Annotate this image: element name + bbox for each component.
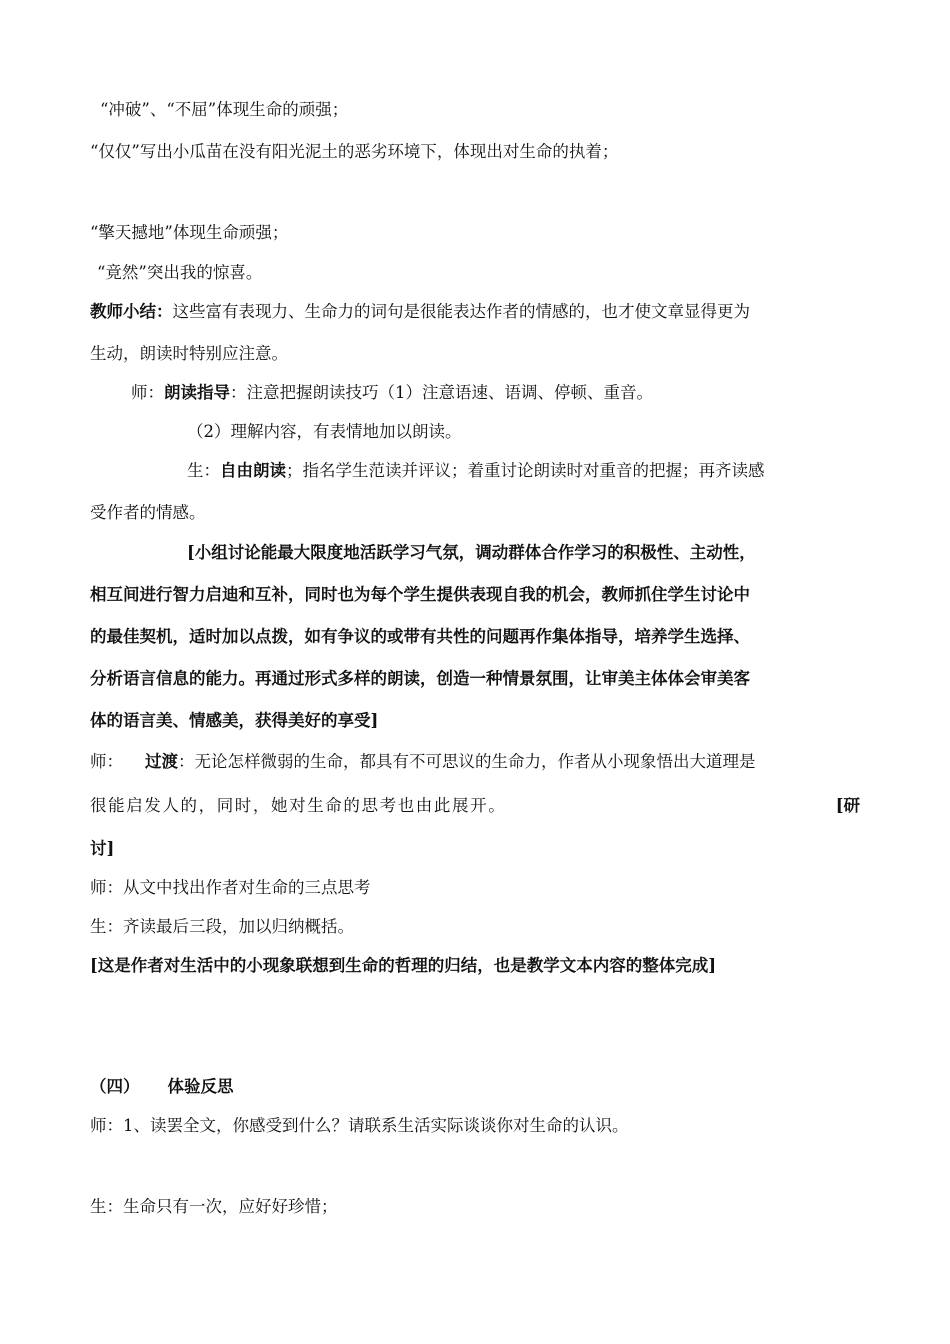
text-line: 很能启发人的，同时，她对生命的思考也由此展开。: [90, 796, 507, 815]
text-line: 师：从文中找出作者对生命的三点思考: [90, 878, 371, 897]
text-line: “擎天撼地”体现生命顽强；: [90, 223, 289, 242]
summary-label: 教师小结：: [90, 302, 173, 321]
note-line: 的最佳契机，适时加以点拨，如有争议的或带有共性的问题再作集体指导，培养学生选择、: [90, 627, 750, 646]
summary-text: 这些富有表现力、生命力的词句是很能表达作者的情感的，也才使文章显得更为: [172, 302, 750, 321]
section-heading: [90, 1076, 950, 1098]
bracket-end: 讨]: [90, 839, 115, 858]
text-line: 生动，朗读时特别应注意。: [90, 344, 288, 363]
text-line: “冲破”、“不屈”体现生命的顽强；: [100, 100, 349, 119]
text-line: 受作者的情感。: [90, 503, 206, 522]
transition-prefix: 师：: [90, 752, 123, 771]
text-line: “仅仅”写出小瓜苗在没有阳光泥土的恶劣环境下，体现出对生命的执着；: [90, 142, 619, 161]
section-title: 体验反思: [167, 1077, 234, 1096]
free-prefix: 生：: [187, 461, 220, 480]
teacher-summary-line: [90, 301, 950, 323]
transition-text: ：无论怎样微弱的生命，都具有不可思议的生命力，作者从小现象悟出大道理是: [178, 752, 756, 771]
text-line: （2）理解内容，有表情地加以朗读。: [187, 422, 462, 441]
transition-label: 过渡: [145, 752, 178, 771]
free-text: ；指名学生范读并评议；着重讨论朗读时对重音的把握；再齐读感: [286, 461, 765, 480]
note-line: [小组讨论能最大限度地活跃学习气氛，调动群体合作学习的积极性、主动性，: [187, 543, 756, 562]
free-label: 自由朗读: [220, 461, 286, 480]
transition-line: [90, 751, 950, 773]
note-line: 分析语言信息的能力。再通过形式多样的朗读，创造一种情景氛围，让审美主体体会审美客: [90, 669, 750, 688]
section-number: （四）: [90, 1077, 140, 1096]
text-line: 生：齐读最后三段，加以归纳概括。: [90, 917, 354, 936]
text-line: 师：1、读罢全文，你感受到什么？请联系生活实际谈谈你对生命的认识。: [90, 1116, 629, 1135]
text-line: “竟然”突出我的惊喜。: [97, 263, 263, 282]
guide-prefix: 师：: [131, 383, 164, 402]
note-line: 体的语言美、情感美，获得美好的享受]: [90, 711, 379, 730]
reading-guide-line: [131, 382, 950, 404]
guide-text: ：注意把握朗读技巧（1）注意语速、语调、停顿、重音。: [230, 383, 653, 402]
free-reading-line: [187, 460, 950, 482]
guide-label: 朗读指导: [164, 383, 230, 402]
bracket-start: [研: [835, 796, 860, 815]
text-line: 生：生命只有一次，应好好珍惜；: [90, 1197, 338, 1216]
note-line: 相互间进行智力启迪和互补，同时也为每个学生提供表现自我的机会，教师抓住学生讨论中: [90, 585, 750, 604]
note-line: [这是作者对生活中的小现象联想到生命的哲理的归结，也是教学文本内容的整体完成]: [90, 956, 717, 975]
